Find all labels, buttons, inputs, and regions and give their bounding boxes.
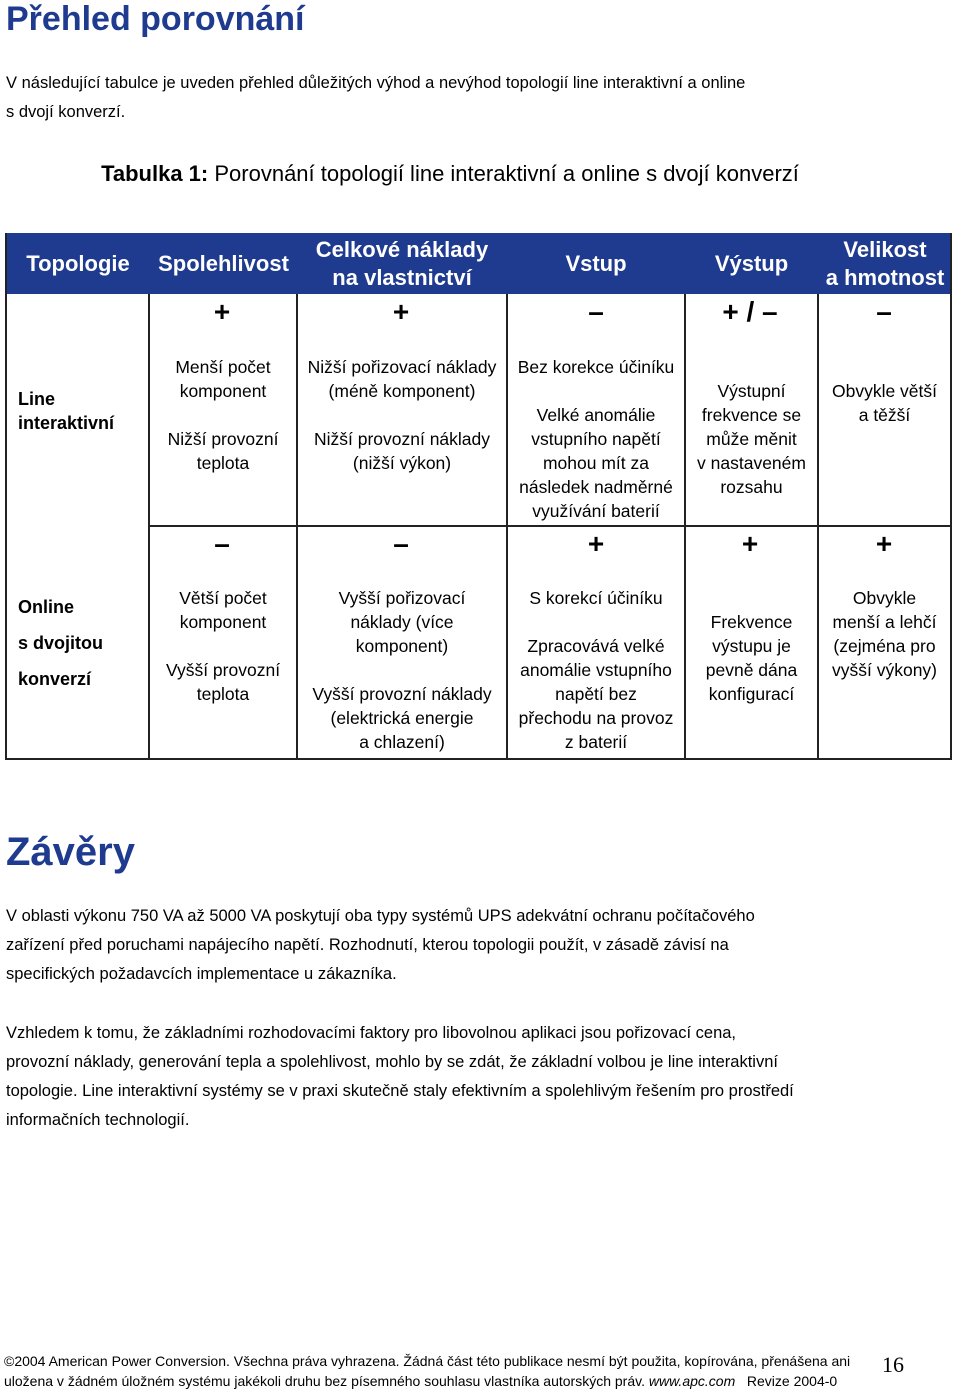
header-topologie: Topologie bbox=[6, 233, 150, 294]
footer-website-link[interactable]: www.apc.com bbox=[648, 1373, 736, 1389]
sign-online-naklady: – bbox=[393, 528, 409, 559]
table-border-right bbox=[950, 233, 952, 760]
row-label-line-interaktivni: Line interaktivní bbox=[18, 389, 115, 433]
sign-online-vstup: + bbox=[587, 528, 605, 559]
table-caption-text: Porovnání topologií line interaktivní a online s dvojí konverzí bbox=[208, 161, 799, 186]
conclusions-paragraph-2: Vzhledem k tomu, že základními rozhodovacími faktory pro libovolnou aplikaci jsou pořizovací cena, provozní náklady, generování tepla a spolehlivost, mohlo by se zdát, že základní volbou je line interaktivní topologie. Line interaktivní systémy se v praxi skutečně staly efektivním a spolehlivým řešením pro prostředí informačních technologií. bbox=[6, 1024, 794, 1129]
sign-online-spolehlivost: – bbox=[214, 528, 230, 559]
sign-online-vystup: + bbox=[741, 528, 759, 559]
header-celkove-naklady: Celkové náklady na vlastnictví bbox=[297, 233, 507, 294]
header-vystup: Výstup bbox=[685, 233, 818, 294]
section-title-zavery: Závěry bbox=[6, 830, 135, 874]
row-label-online: Online s dvojitou konverzí bbox=[18, 597, 103, 689]
intro-line: V následující tabulce je uveden přehled důležitých výhod a nevýhod topologií line interaktivní a online bbox=[6, 74, 746, 92]
copyright-icon: © bbox=[4, 1353, 15, 1369]
sign-line-vstup: – bbox=[588, 296, 604, 327]
sign-line-vystup: + / – bbox=[722, 296, 778, 327]
sign-line-naklady: + bbox=[392, 296, 410, 327]
cell-online-velikost: Obvykle menší a lehčí (zejména pro vyšší výkony) bbox=[831, 588, 938, 680]
table-caption-label: Tabulka 1: bbox=[101, 161, 209, 186]
cell-online-naklady: Vyšší pořizovací náklady (více komponent) Vyšší provozní náklady (elektrická energie a chlazení) bbox=[312, 588, 492, 752]
cell-line-velikost: Obvykle větší a těžší bbox=[831, 381, 938, 425]
cell-line-vstup: Bez korekce účiníku Velké anomálie vstupního napětí mohou mít za následek nadměrné využívání baterií bbox=[517, 357, 675, 521]
sign-line-spolehlivost: + bbox=[213, 296, 231, 327]
conclusions-paragraph-1: V oblasti výkonu 750 VA až 5000 VA poskytují oba typy systémů UPS adekvátní ochranu počítačového zařízení před poruchami napájecího napětí. Rozhodnutí, kterou topologii použít, v zásadě závisí na specifických požadavcích implementace u zákazníka. bbox=[6, 907, 755, 983]
page-number: 16 bbox=[882, 1352, 904, 1377]
sign-line-velikost: – bbox=[876, 296, 892, 327]
cell-online-vstup: S korekcí účiníku Zpracovává velké anomálie vstupního napětí bez přechodu na provoz z baterií bbox=[518, 588, 674, 752]
cell-online-vystup: Frekvence výstupu je pevně dána konfigurací bbox=[705, 612, 798, 704]
header-spolehlivost: Spolehlivost bbox=[150, 233, 297, 294]
table-border-left bbox=[5, 233, 7, 760]
cell-online-spolehlivost: Větší počet komponent Vyšší provozní teplota bbox=[165, 588, 281, 704]
cell-line-spolehlivost: Menší počet komponent Nižší provozní teplota bbox=[167, 357, 279, 473]
footer-copyright: ©2004 American Power Conversion. Všechna práva vyhrazena. Žádná část této publikace nesmí být použita, kopírována, přenášena ani uložena v žádném úložném systému jakékoli druhu bez písemného souhlasu vlastníka autorských práv. www.apc.com Revize 2004-0 bbox=[4, 1353, 851, 1389]
cell-line-naklady: Nižší pořizovací náklady (méně komponent) Nižší provozní náklady (nižší výkon) bbox=[307, 357, 497, 473]
page-title: Přehled porovnání bbox=[6, 0, 305, 38]
sign-online-velikost: + bbox=[875, 528, 893, 559]
intro-line: s dvojí konverzí. bbox=[6, 103, 126, 121]
header-velikost: Velikost a hmotnost bbox=[818, 233, 952, 294]
header-vstup: Vstup bbox=[507, 233, 685, 294]
table-caption bbox=[0, 161, 900, 187]
cell-line-vystup: Výstupní frekvence se může měnit v nastaveném rozsahu bbox=[697, 381, 806, 497]
table-divider bbox=[817, 294, 819, 760]
intro-paragraph bbox=[6, 69, 946, 127]
row-separator bbox=[150, 525, 950, 527]
